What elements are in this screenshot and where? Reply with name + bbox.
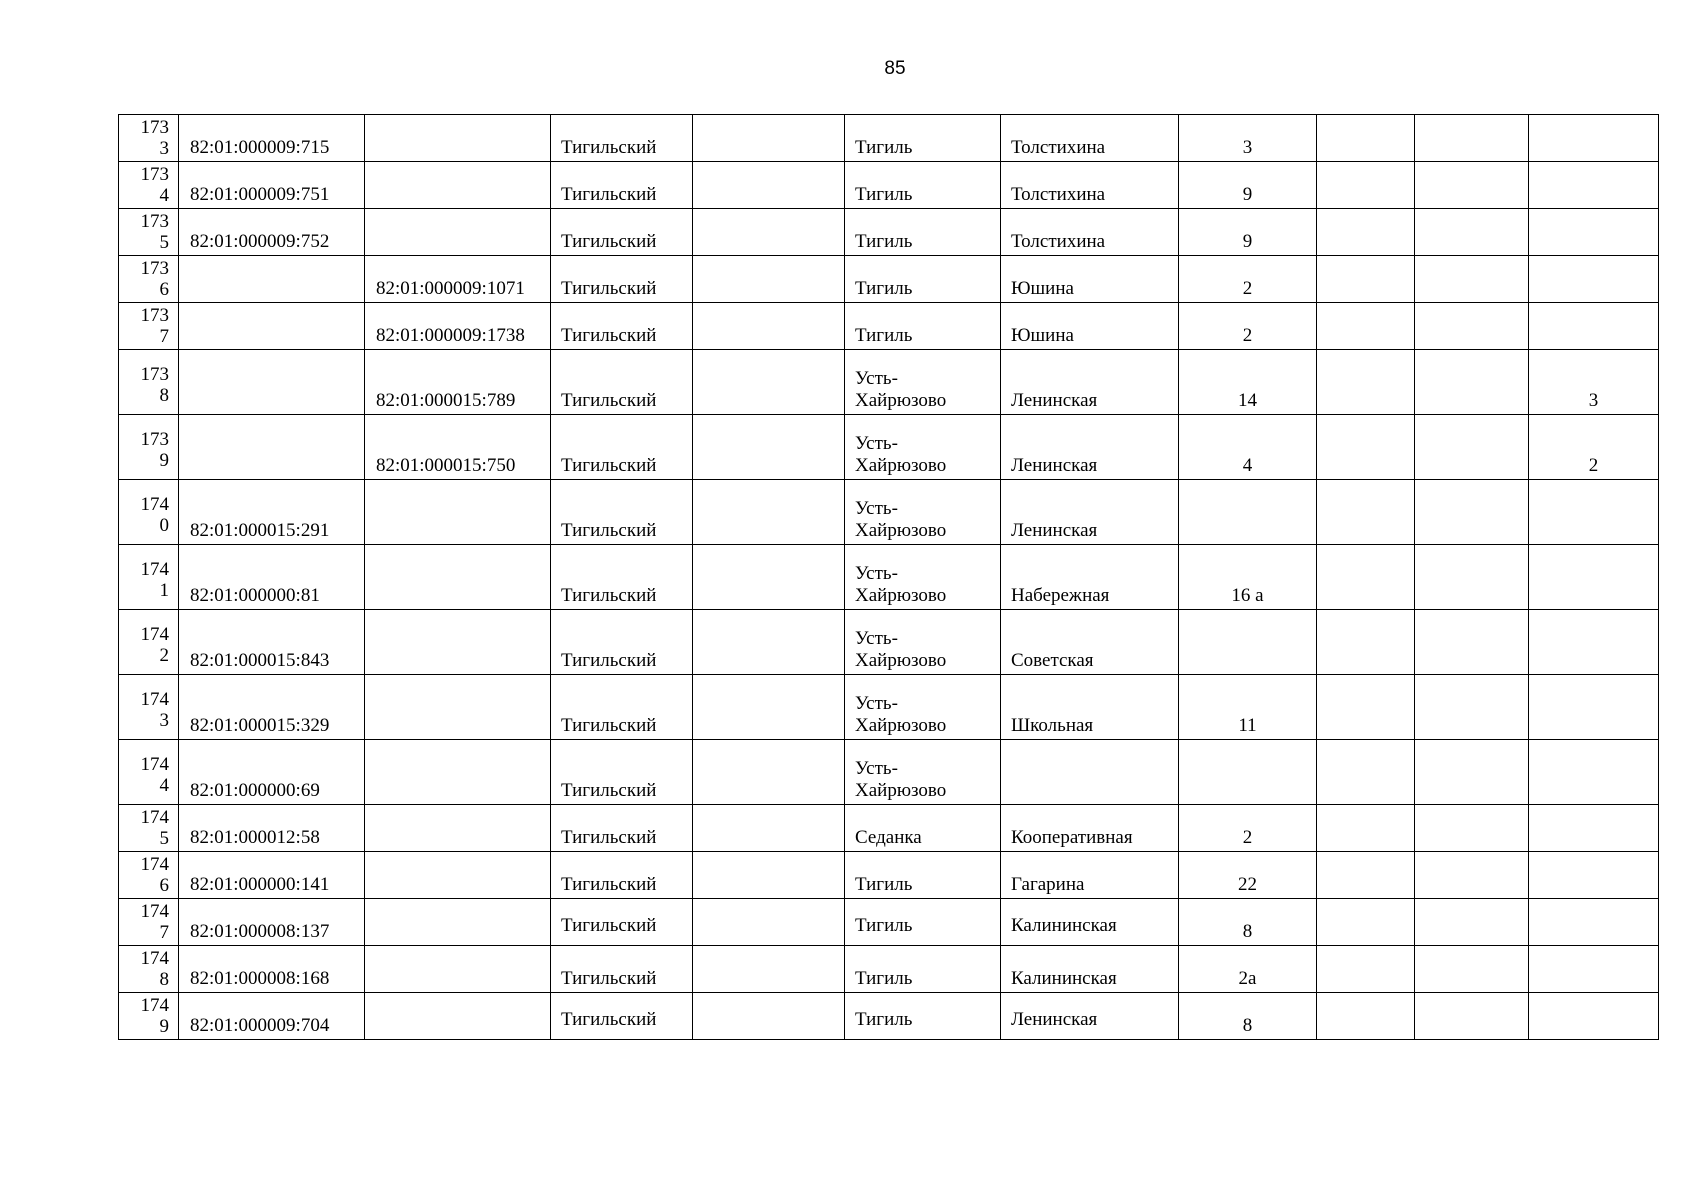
empty-cell	[1415, 545, 1529, 610]
row-number: 174 4	[119, 740, 179, 805]
cadastral-number: 82:01:000008:168	[179, 946, 365, 993]
table-row	[119, 115, 1659, 162]
empty-cell	[1415, 415, 1529, 480]
district: Тигильский	[551, 946, 693, 993]
house-number: 8	[1179, 899, 1317, 946]
building-cadastral-number	[365, 675, 551, 740]
cadastral-number: 82:01:000012:58	[179, 805, 365, 852]
street: Толстихина	[1001, 162, 1179, 209]
building-cadastral-number	[365, 740, 551, 805]
empty-cell	[1415, 805, 1529, 852]
locality: Усть- Хайрюзово	[845, 610, 1001, 675]
district: Тигильский	[551, 993, 693, 1040]
locality: Тигиль	[845, 946, 1001, 993]
empty-cell	[1415, 115, 1529, 162]
cadastral-number: 82:01:000008:137	[179, 899, 365, 946]
street: Школьная	[1001, 675, 1179, 740]
street: Ленинская	[1001, 480, 1179, 545]
empty-cell	[1317, 946, 1415, 993]
empty-cell	[1317, 805, 1415, 852]
cadastral-number: 82:01:000009:751	[179, 162, 365, 209]
apartment-number	[1529, 675, 1659, 740]
empty-cell	[1415, 740, 1529, 805]
table-row	[119, 610, 1659, 675]
row-number: 174 5	[119, 805, 179, 852]
locality: Тигиль	[845, 256, 1001, 303]
empty-cell	[1317, 610, 1415, 675]
empty-cell	[693, 115, 845, 162]
building-cadastral-number	[365, 209, 551, 256]
district: Тигильский	[551, 115, 693, 162]
apartment-number	[1529, 740, 1659, 805]
house-number	[1179, 480, 1317, 545]
house-number	[1179, 740, 1317, 805]
apartment-number	[1529, 303, 1659, 350]
street: Юшина	[1001, 303, 1179, 350]
row-number: 173 7	[119, 303, 179, 350]
building-cadastral-number	[365, 610, 551, 675]
table-row	[119, 350, 1659, 415]
empty-cell	[1415, 303, 1529, 350]
house-number: 2	[1179, 256, 1317, 303]
apartment-number	[1529, 480, 1659, 545]
district: Тигильский	[551, 303, 693, 350]
cadastral-number: 82:01:000009:752	[179, 209, 365, 256]
empty-cell	[1317, 209, 1415, 256]
cadastral-number: 82:01:000015:291	[179, 480, 365, 545]
apartment-number	[1529, 545, 1659, 610]
empty-cell	[1415, 852, 1529, 899]
district: Тигильский	[551, 675, 693, 740]
building-cadastral-number	[365, 946, 551, 993]
empty-cell	[693, 545, 845, 610]
empty-cell	[693, 415, 845, 480]
table-row	[119, 303, 1659, 350]
empty-cell	[1317, 480, 1415, 545]
apartment-number	[1529, 115, 1659, 162]
empty-cell	[1317, 852, 1415, 899]
street: Кооперативная	[1001, 805, 1179, 852]
apartment-number	[1529, 993, 1659, 1040]
building-cadastral-number: 82:01:000015:750	[365, 415, 551, 480]
house-number: 8	[1179, 993, 1317, 1040]
district: Тигильский	[551, 256, 693, 303]
table-row	[119, 545, 1659, 610]
empty-cell	[1415, 610, 1529, 675]
empty-cell	[693, 740, 845, 805]
street: Набережная	[1001, 545, 1179, 610]
district: Тигильский	[551, 805, 693, 852]
locality: Усть- Хайрюзово	[845, 545, 1001, 610]
row-number: 173 6	[119, 256, 179, 303]
building-cadastral-number: 82:01:000009:1071	[365, 256, 551, 303]
locality: Усть- Хайрюзово	[845, 415, 1001, 480]
house-number: 4	[1179, 415, 1317, 480]
apartment-number	[1529, 805, 1659, 852]
empty-cell	[693, 899, 845, 946]
district: Тигильский	[551, 740, 693, 805]
apartment-number	[1529, 209, 1659, 256]
district: Тигильский	[551, 610, 693, 675]
house-number: 3	[1179, 115, 1317, 162]
building-cadastral-number	[365, 480, 551, 545]
empty-cell	[1317, 115, 1415, 162]
table-row	[119, 740, 1659, 805]
row-number: 173 4	[119, 162, 179, 209]
row-number: 173 3	[119, 115, 179, 162]
empty-cell	[1317, 350, 1415, 415]
row-number: 174 9	[119, 993, 179, 1040]
street: Ленинская	[1001, 415, 1179, 480]
cadastral-number: 82:01:000009:704	[179, 993, 365, 1040]
cadastral-number: 82:01:000000:81	[179, 545, 365, 610]
apartment-number	[1529, 899, 1659, 946]
empty-cell	[1317, 303, 1415, 350]
district: Тигильский	[551, 350, 693, 415]
registry-table	[118, 114, 1659, 1040]
apartment-number	[1529, 162, 1659, 209]
building-cadastral-number	[365, 545, 551, 610]
building-cadastral-number	[365, 115, 551, 162]
empty-cell	[1317, 545, 1415, 610]
empty-cell	[1317, 899, 1415, 946]
row-number: 173 8	[119, 350, 179, 415]
locality: Усть- Хайрюзово	[845, 675, 1001, 740]
cadastral-number: 82:01:000000:141	[179, 852, 365, 899]
empty-cell	[693, 852, 845, 899]
row-number: 174 0	[119, 480, 179, 545]
table-row	[119, 805, 1659, 852]
empty-cell	[693, 256, 845, 303]
table-row	[119, 946, 1659, 993]
cadastral-number	[179, 350, 365, 415]
empty-cell	[693, 805, 845, 852]
table-row	[119, 162, 1659, 209]
row-number: 174 7	[119, 899, 179, 946]
locality: Тигиль	[845, 993, 1001, 1040]
empty-cell	[1415, 675, 1529, 740]
empty-cell	[1317, 162, 1415, 209]
empty-cell	[693, 993, 845, 1040]
table-row	[119, 852, 1659, 899]
house-number: 9	[1179, 209, 1317, 256]
district: Тигильский	[551, 162, 693, 209]
apartment-number	[1529, 852, 1659, 899]
street: Калининская	[1001, 899, 1179, 946]
street: Юшина	[1001, 256, 1179, 303]
building-cadastral-number	[365, 993, 551, 1040]
table-row	[119, 415, 1659, 480]
empty-cell	[693, 480, 845, 545]
district: Тигильский	[551, 899, 693, 946]
locality: Тигиль	[845, 303, 1001, 350]
empty-cell	[1415, 256, 1529, 303]
empty-cell	[693, 209, 845, 256]
cadastral-number	[179, 256, 365, 303]
empty-cell	[1317, 415, 1415, 480]
building-cadastral-number	[365, 805, 551, 852]
locality: Тигиль	[845, 852, 1001, 899]
empty-cell	[1415, 899, 1529, 946]
table-row	[119, 675, 1659, 740]
cadastral-number: 82:01:000009:715	[179, 115, 365, 162]
house-number: 2	[1179, 303, 1317, 350]
street	[1001, 740, 1179, 805]
locality: Тигиль	[845, 162, 1001, 209]
empty-cell	[693, 162, 845, 209]
cadastral-number: 82:01:000015:329	[179, 675, 365, 740]
building-cadastral-number	[365, 852, 551, 899]
building-cadastral-number: 82:01:000015:789	[365, 350, 551, 415]
page-number: 85	[884, 58, 906, 79]
empty-cell	[693, 350, 845, 415]
empty-cell	[1317, 740, 1415, 805]
street: Толстихина	[1001, 115, 1179, 162]
empty-cell	[1415, 209, 1529, 256]
empty-cell	[1415, 350, 1529, 415]
locality: Усть- Хайрюзово	[845, 350, 1001, 415]
cadastral-number	[179, 303, 365, 350]
apartment-number	[1529, 256, 1659, 303]
row-number: 174 6	[119, 852, 179, 899]
district: Тигильский	[551, 209, 693, 256]
locality: Тигиль	[845, 899, 1001, 946]
house-number: 9	[1179, 162, 1317, 209]
locality: Усть- Хайрюзово	[845, 480, 1001, 545]
house-number: 11	[1179, 675, 1317, 740]
building-cadastral-number	[365, 162, 551, 209]
empty-cell	[1415, 162, 1529, 209]
empty-cell	[693, 610, 845, 675]
apartment-number: 2	[1529, 415, 1659, 480]
cadastral-number	[179, 415, 365, 480]
locality: Тигиль	[845, 209, 1001, 256]
row-number: 173 5	[119, 209, 179, 256]
locality: Тигиль	[845, 115, 1001, 162]
house-number: 22	[1179, 852, 1317, 899]
apartment-number: 3	[1529, 350, 1659, 415]
table-row	[119, 256, 1659, 303]
empty-cell	[693, 675, 845, 740]
street: Советская	[1001, 610, 1179, 675]
locality: Усть- Хайрюзово	[845, 740, 1001, 805]
row-number: 174 1	[119, 545, 179, 610]
street: Ленинская	[1001, 993, 1179, 1040]
house-number: 2	[1179, 805, 1317, 852]
street: Гагарина	[1001, 852, 1179, 899]
house-number	[1179, 610, 1317, 675]
row-number: 174 8	[119, 946, 179, 993]
empty-cell	[1317, 256, 1415, 303]
empty-cell	[693, 946, 845, 993]
house-number: 2а	[1179, 946, 1317, 993]
cadastral-number: 82:01:000000:69	[179, 740, 365, 805]
locality: Седанка	[845, 805, 1001, 852]
house-number: 14	[1179, 350, 1317, 415]
row-number: 174 3	[119, 675, 179, 740]
row-number: 173 9	[119, 415, 179, 480]
street: Ленинская	[1001, 350, 1179, 415]
house-number: 16 а	[1179, 545, 1317, 610]
empty-cell	[1317, 675, 1415, 740]
empty-cell	[1415, 946, 1529, 993]
table-row	[119, 480, 1659, 545]
district: Тигильский	[551, 480, 693, 545]
empty-cell	[1415, 993, 1529, 1040]
street: Толстихина	[1001, 209, 1179, 256]
street: Калининская	[1001, 946, 1179, 993]
district: Тигильский	[551, 852, 693, 899]
building-cadastral-number: 82:01:000009:1738	[365, 303, 551, 350]
row-number: 174 2	[119, 610, 179, 675]
apartment-number	[1529, 946, 1659, 993]
cadastral-number: 82:01:000015:843	[179, 610, 365, 675]
table-row	[119, 899, 1659, 946]
building-cadastral-number	[365, 899, 551, 946]
empty-cell	[693, 303, 845, 350]
table-row	[119, 993, 1659, 1040]
district: Тигильский	[551, 545, 693, 610]
empty-cell	[1317, 993, 1415, 1040]
district: Тигильский	[551, 415, 693, 480]
empty-cell	[1415, 480, 1529, 545]
apartment-number	[1529, 610, 1659, 675]
table-row	[119, 209, 1659, 256]
